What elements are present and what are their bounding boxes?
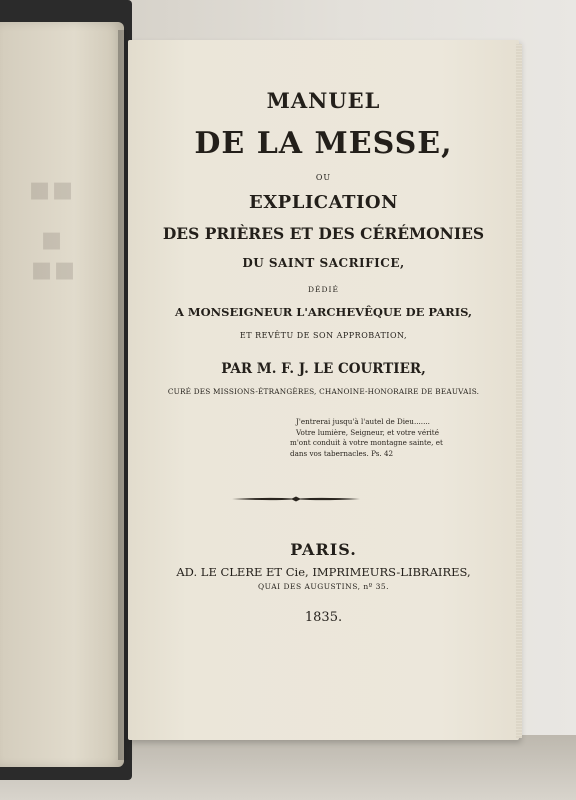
title-line-de-la-messe: DE LA MESSE, bbox=[194, 126, 453, 161]
show-through-mark: ▪▪ bbox=[28, 169, 75, 209]
epigraph-line: m'ont conduit à votre montagne sainte, et bbox=[290, 438, 443, 448]
title-line-saint-sacrifice: DU SAINT SACRIFICE, bbox=[242, 256, 405, 270]
ornament-rule-icon bbox=[230, 494, 362, 504]
author-title-line: CURÉ DES MISSIONS-ÉTRANGÈRES, CHANOINE-HONORAIRE DE BEAUVAIS. bbox=[167, 387, 480, 396]
city-line: PARIS. bbox=[290, 540, 357, 559]
title-line-manuel: MANUEL bbox=[266, 88, 381, 113]
epigraph bbox=[290, 417, 450, 459]
title-line-prieres: DES PRIÈRES ET DES CÉRÉMONIES bbox=[162, 224, 485, 243]
title-line-dedie: DÉDIÉ bbox=[308, 285, 339, 294]
epigraph-line: Votre lumière, Seigneur, et votre vérité bbox=[296, 427, 439, 437]
dedication-line: A MONSEIGNEUR L'ARCHEVÊQUE DE PARIS, bbox=[174, 305, 472, 319]
approbation-line: ET REVÊTU DE SON APPROBATION, bbox=[239, 331, 408, 340]
show-through-mark: ▪ bbox=[40, 219, 64, 259]
show-through-mark: ▪▪ bbox=[30, 249, 77, 289]
author-line: PAR M. F. J. LE COURTIER, bbox=[221, 361, 426, 377]
address-line: QUAI DES AUGUSTINS, nº 35. bbox=[257, 582, 390, 591]
left-page bbox=[0, 22, 124, 767]
title-line-explication: EXPLICATION bbox=[248, 192, 399, 213]
epigraph-line: dans vos tabernacles. Ps. 42 bbox=[290, 448, 394, 458]
publisher-line: AD. LE CLERE ET Cie, IMPRIMEURS-LIBRAIRES, bbox=[176, 565, 471, 579]
year-line: 1835. bbox=[304, 610, 343, 625]
epigraph-line: J'entrerai jusqu'à l'autel de Dieu....... bbox=[296, 417, 430, 426]
title-line-ou: OU bbox=[315, 173, 332, 182]
